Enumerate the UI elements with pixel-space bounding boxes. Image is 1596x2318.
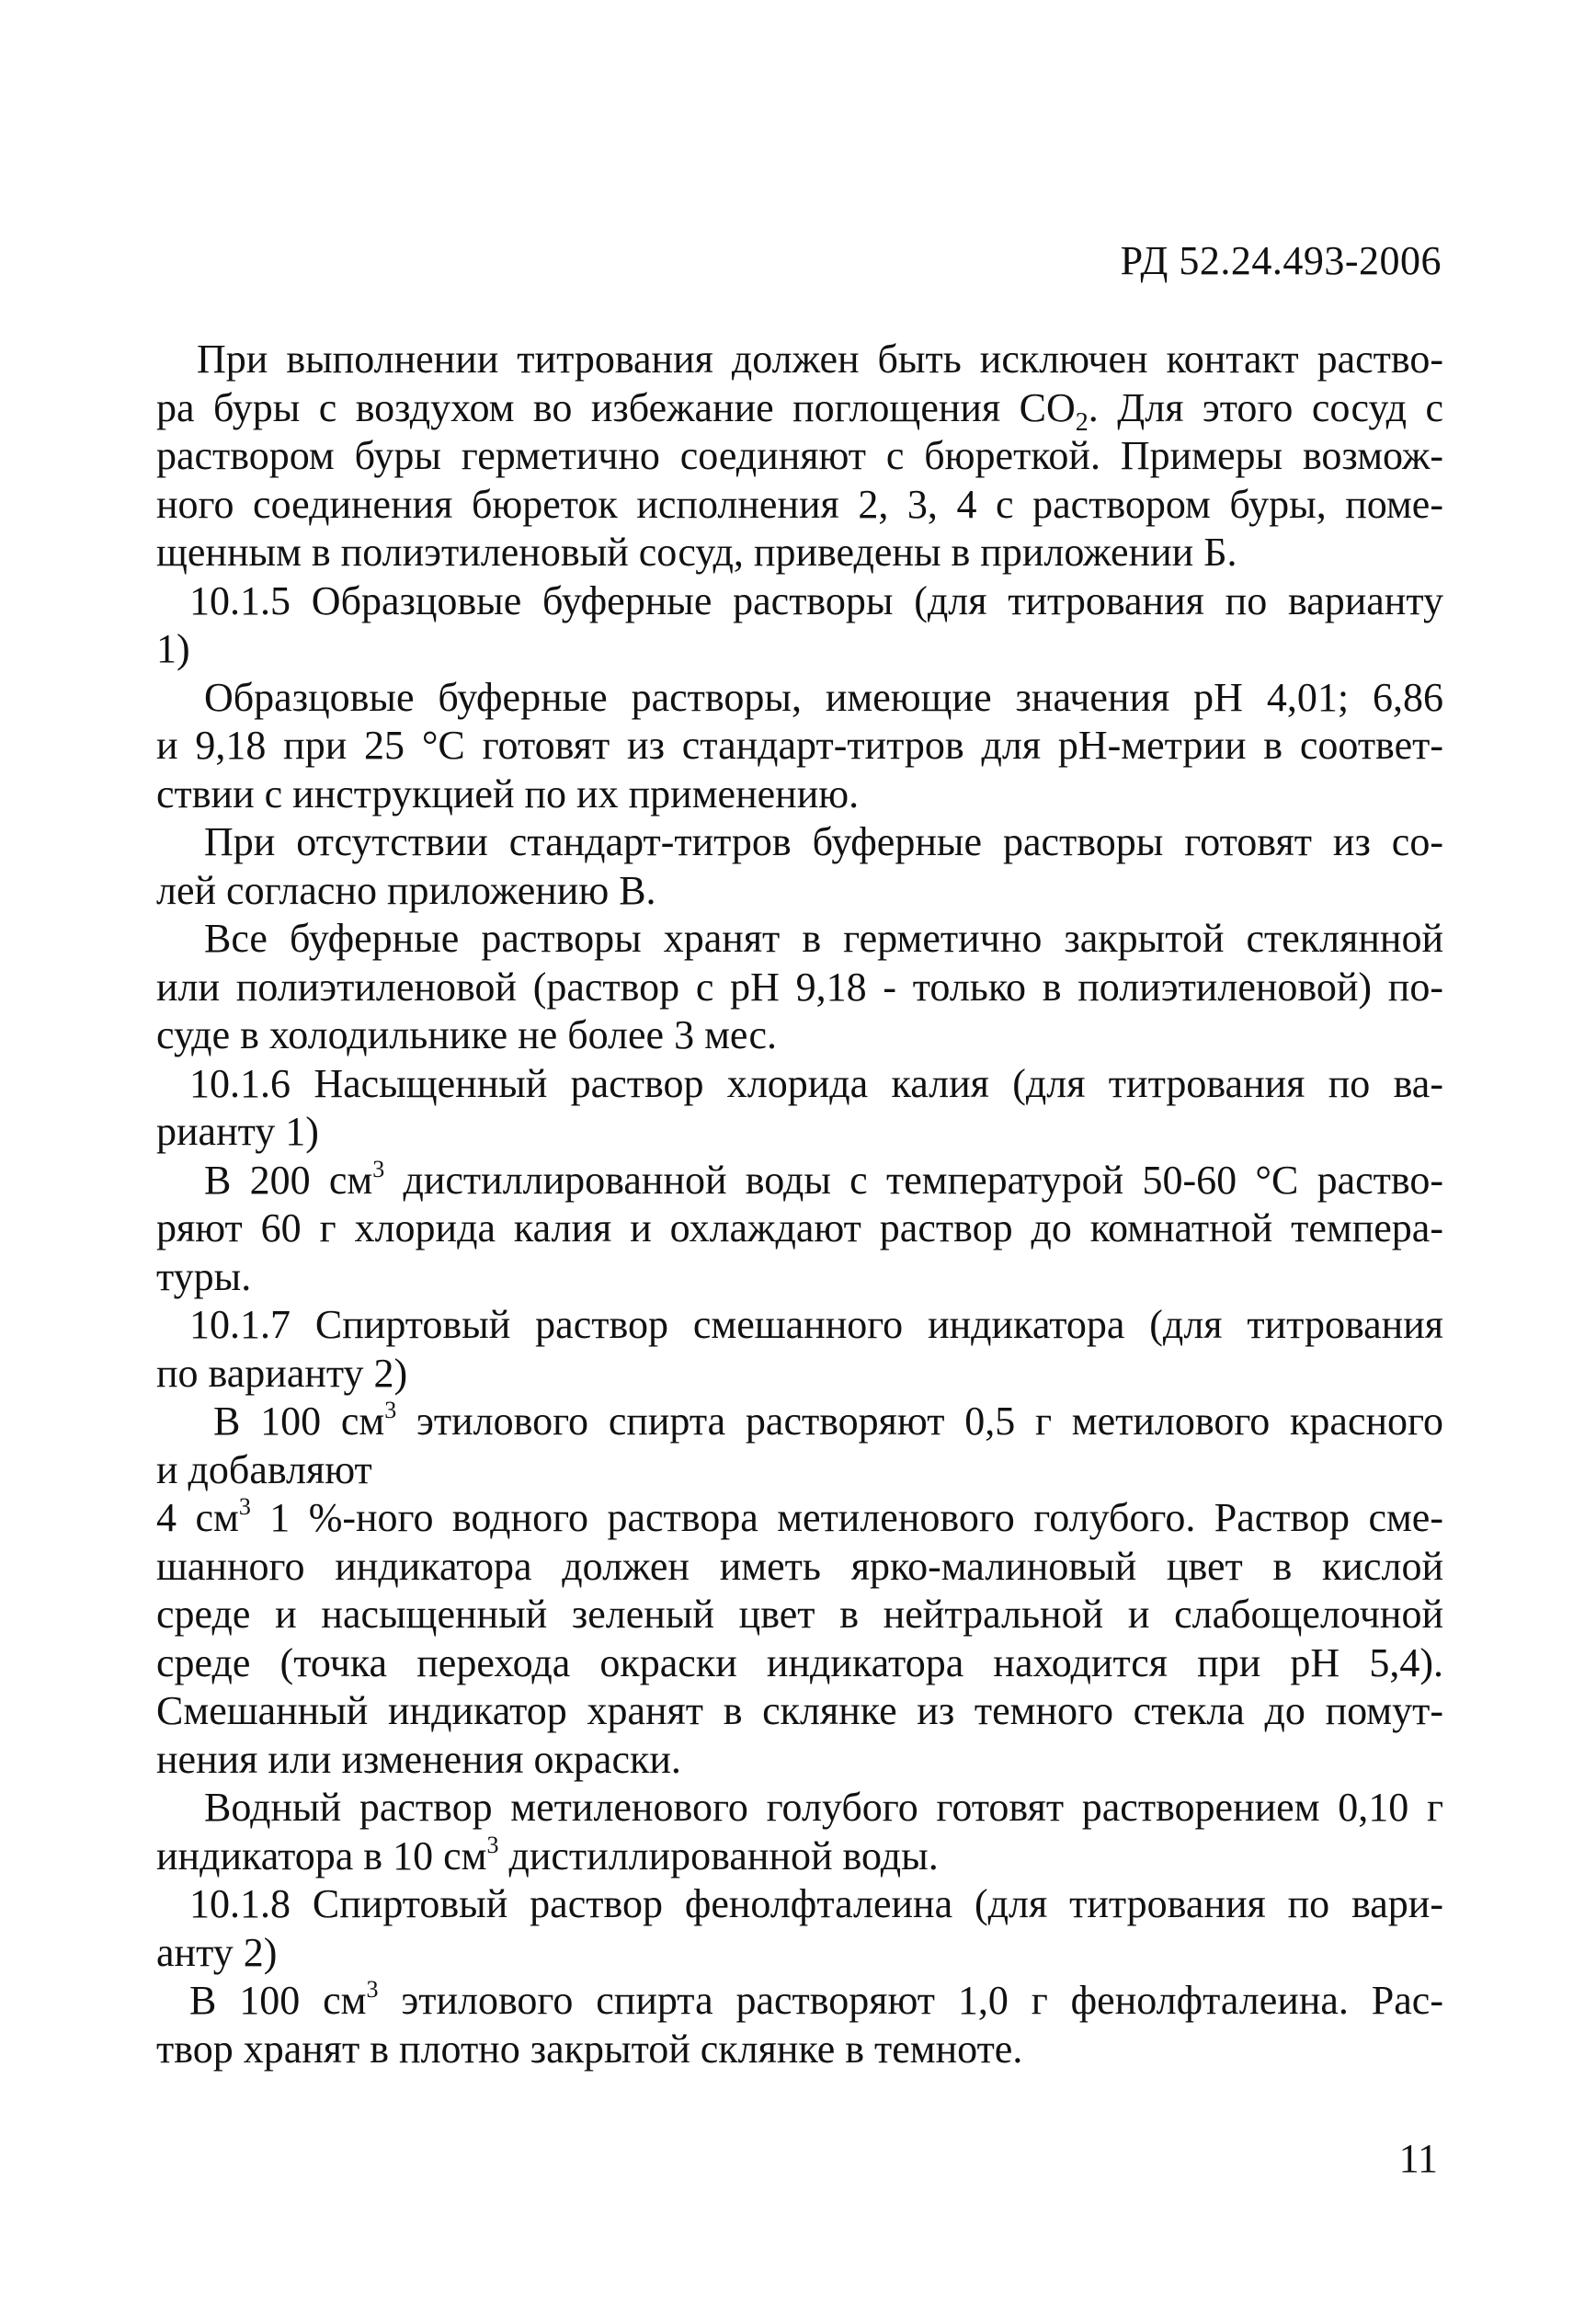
text-line: Смешанный индикатор хранят в склянке из темного стекла до помут- — [156, 1688, 1443, 1733]
text-line: твор хранят в плотно закрытой склянке в темноте. — [156, 2026, 1023, 2072]
text-line: ствии с инструкцией по их применению. — [156, 771, 860, 816]
text-line: 1) — [156, 626, 190, 671]
section-heading-10-1-8: 10.1.8 Спиртовый раствор фенолфталеина (для титрования по вари- — [189, 1881, 1443, 1926]
text-line: и добавляют — [156, 1446, 372, 1492]
text-line: туры. — [156, 1253, 252, 1299]
text-line: рианту 1) — [156, 1109, 319, 1154]
text-line: или полиэтиленовой (раствор с рН 9,18 - только в полиэтиленовой) по- — [156, 964, 1443, 1010]
page-number: 11 — [1398, 2136, 1438, 2181]
text-line: Все буферные растворы хранят в герметично закрытой стеклянной — [204, 916, 1443, 961]
text-line: по варианту 2) — [156, 1350, 408, 1396]
text-fragment: дистиллированной воды. — [498, 1833, 939, 1878]
text-fragment: этилового спирта растворяют 0,5 г метилового красного — [396, 1399, 1443, 1444]
section-heading-10-1-6: 10.1.6 Насыщенный раствор хлорида калия (для титрования по ва- — [189, 1060, 1443, 1106]
section-heading-10-1-7: 10.1.7 Спиртовый раствор смешанного индикатора (для титрования — [189, 1302, 1443, 1347]
text-line: При отсутствии стандарт-титров буферные растворы готовят из со- — [204, 819, 1443, 864]
text-line — [156, 1977, 1443, 2026]
text-fragment: ра буры с воздухом во избежание поглощения CO — [156, 384, 1076, 430]
text-line — [156, 384, 1443, 437]
superscript: 3 — [486, 1831, 499, 1858]
text-line: щенным в полиэтиленовый сосуд, приведены в приложении Б. — [156, 530, 1237, 575]
text-line: Водный раствор метиленового голубого готовят растворением 0,10 г — [204, 1785, 1443, 1830]
text-line: Образцовые буферные растворы, имеющие значения рН 4,01; 6,86 — [204, 674, 1443, 720]
text-line: анту 2) — [156, 1929, 278, 1975]
text-line — [156, 1398, 1443, 1446]
superscript: 3 — [384, 1397, 397, 1423]
text-line: раствором буры герметично соединяют с бюреткой. Примеры возмож- — [156, 433, 1443, 478]
text-line: При выполнении титрования должен быть исключен контакт раство- — [197, 337, 1443, 382]
text-fragment: 4 см — [156, 1495, 239, 1540]
text-line — [156, 1494, 1443, 1543]
superscript: 3 — [238, 1493, 251, 1520]
text-fragment: этилового спирта растворяют 1,0 г фенолфталеина. Рас- — [378, 1978, 1443, 2023]
text-fragment: . Для этого сосуд с — [1088, 384, 1443, 430]
text-line: шанного индикатора должен иметь ярко-малиновый цвет в кислой — [156, 1543, 1443, 1589]
text-fragment: В 200 см — [204, 1157, 373, 1203]
subscript: 2 — [1075, 407, 1089, 437]
text-line: ряют 60 г хлорида калия и охлаждают раствор до комнатной темпера- — [156, 1205, 1443, 1250]
text-line: и 9,18 при 25 °С готовят из стандарт-титров для рН-метрии в соответ- — [156, 723, 1443, 768]
text-fragment: дистиллированной воды с температурой 50-60 °С раство- — [384, 1157, 1443, 1203]
text-line: среде (точка перехода окраски индикатора находится при рН 5,4). — [156, 1639, 1443, 1685]
text-line: суде в холодильнике не более 3 мес. — [156, 1012, 778, 1057]
text-line: ного соединения бюреток исполнения 2, 3, 4 с раствором буры, поме- — [156, 481, 1443, 527]
text-line — [156, 1157, 1443, 1205]
document-code-header: РД 52.24.493-2006 — [1120, 238, 1442, 283]
text-fragment: индикатора в 10 см — [156, 1833, 487, 1878]
page-body-text — [156, 336, 1443, 2073]
section-heading-10-1-5: 10.1.5 Образцовые буферные растворы (для титрования по варианту — [189, 577, 1443, 623]
text-line: среде и насыщенный зеленый цвет в нейтральной и слабощелочной — [156, 1592, 1443, 1637]
text-fragment: В 100 см — [213, 1399, 385, 1444]
text-line — [156, 1833, 1443, 1881]
superscript: 3 — [372, 1155, 385, 1182]
text-fragment: 1 %-ного водного раствора метиленового голубого. Раствор сме- — [250, 1495, 1443, 1540]
text-fragment: В 100 см — [189, 1978, 367, 2023]
text-line: лей согласно приложению В. — [156, 867, 656, 913]
superscript: 3 — [366, 1976, 379, 2003]
text-line: нения или изменения окраски. — [156, 1736, 681, 1782]
